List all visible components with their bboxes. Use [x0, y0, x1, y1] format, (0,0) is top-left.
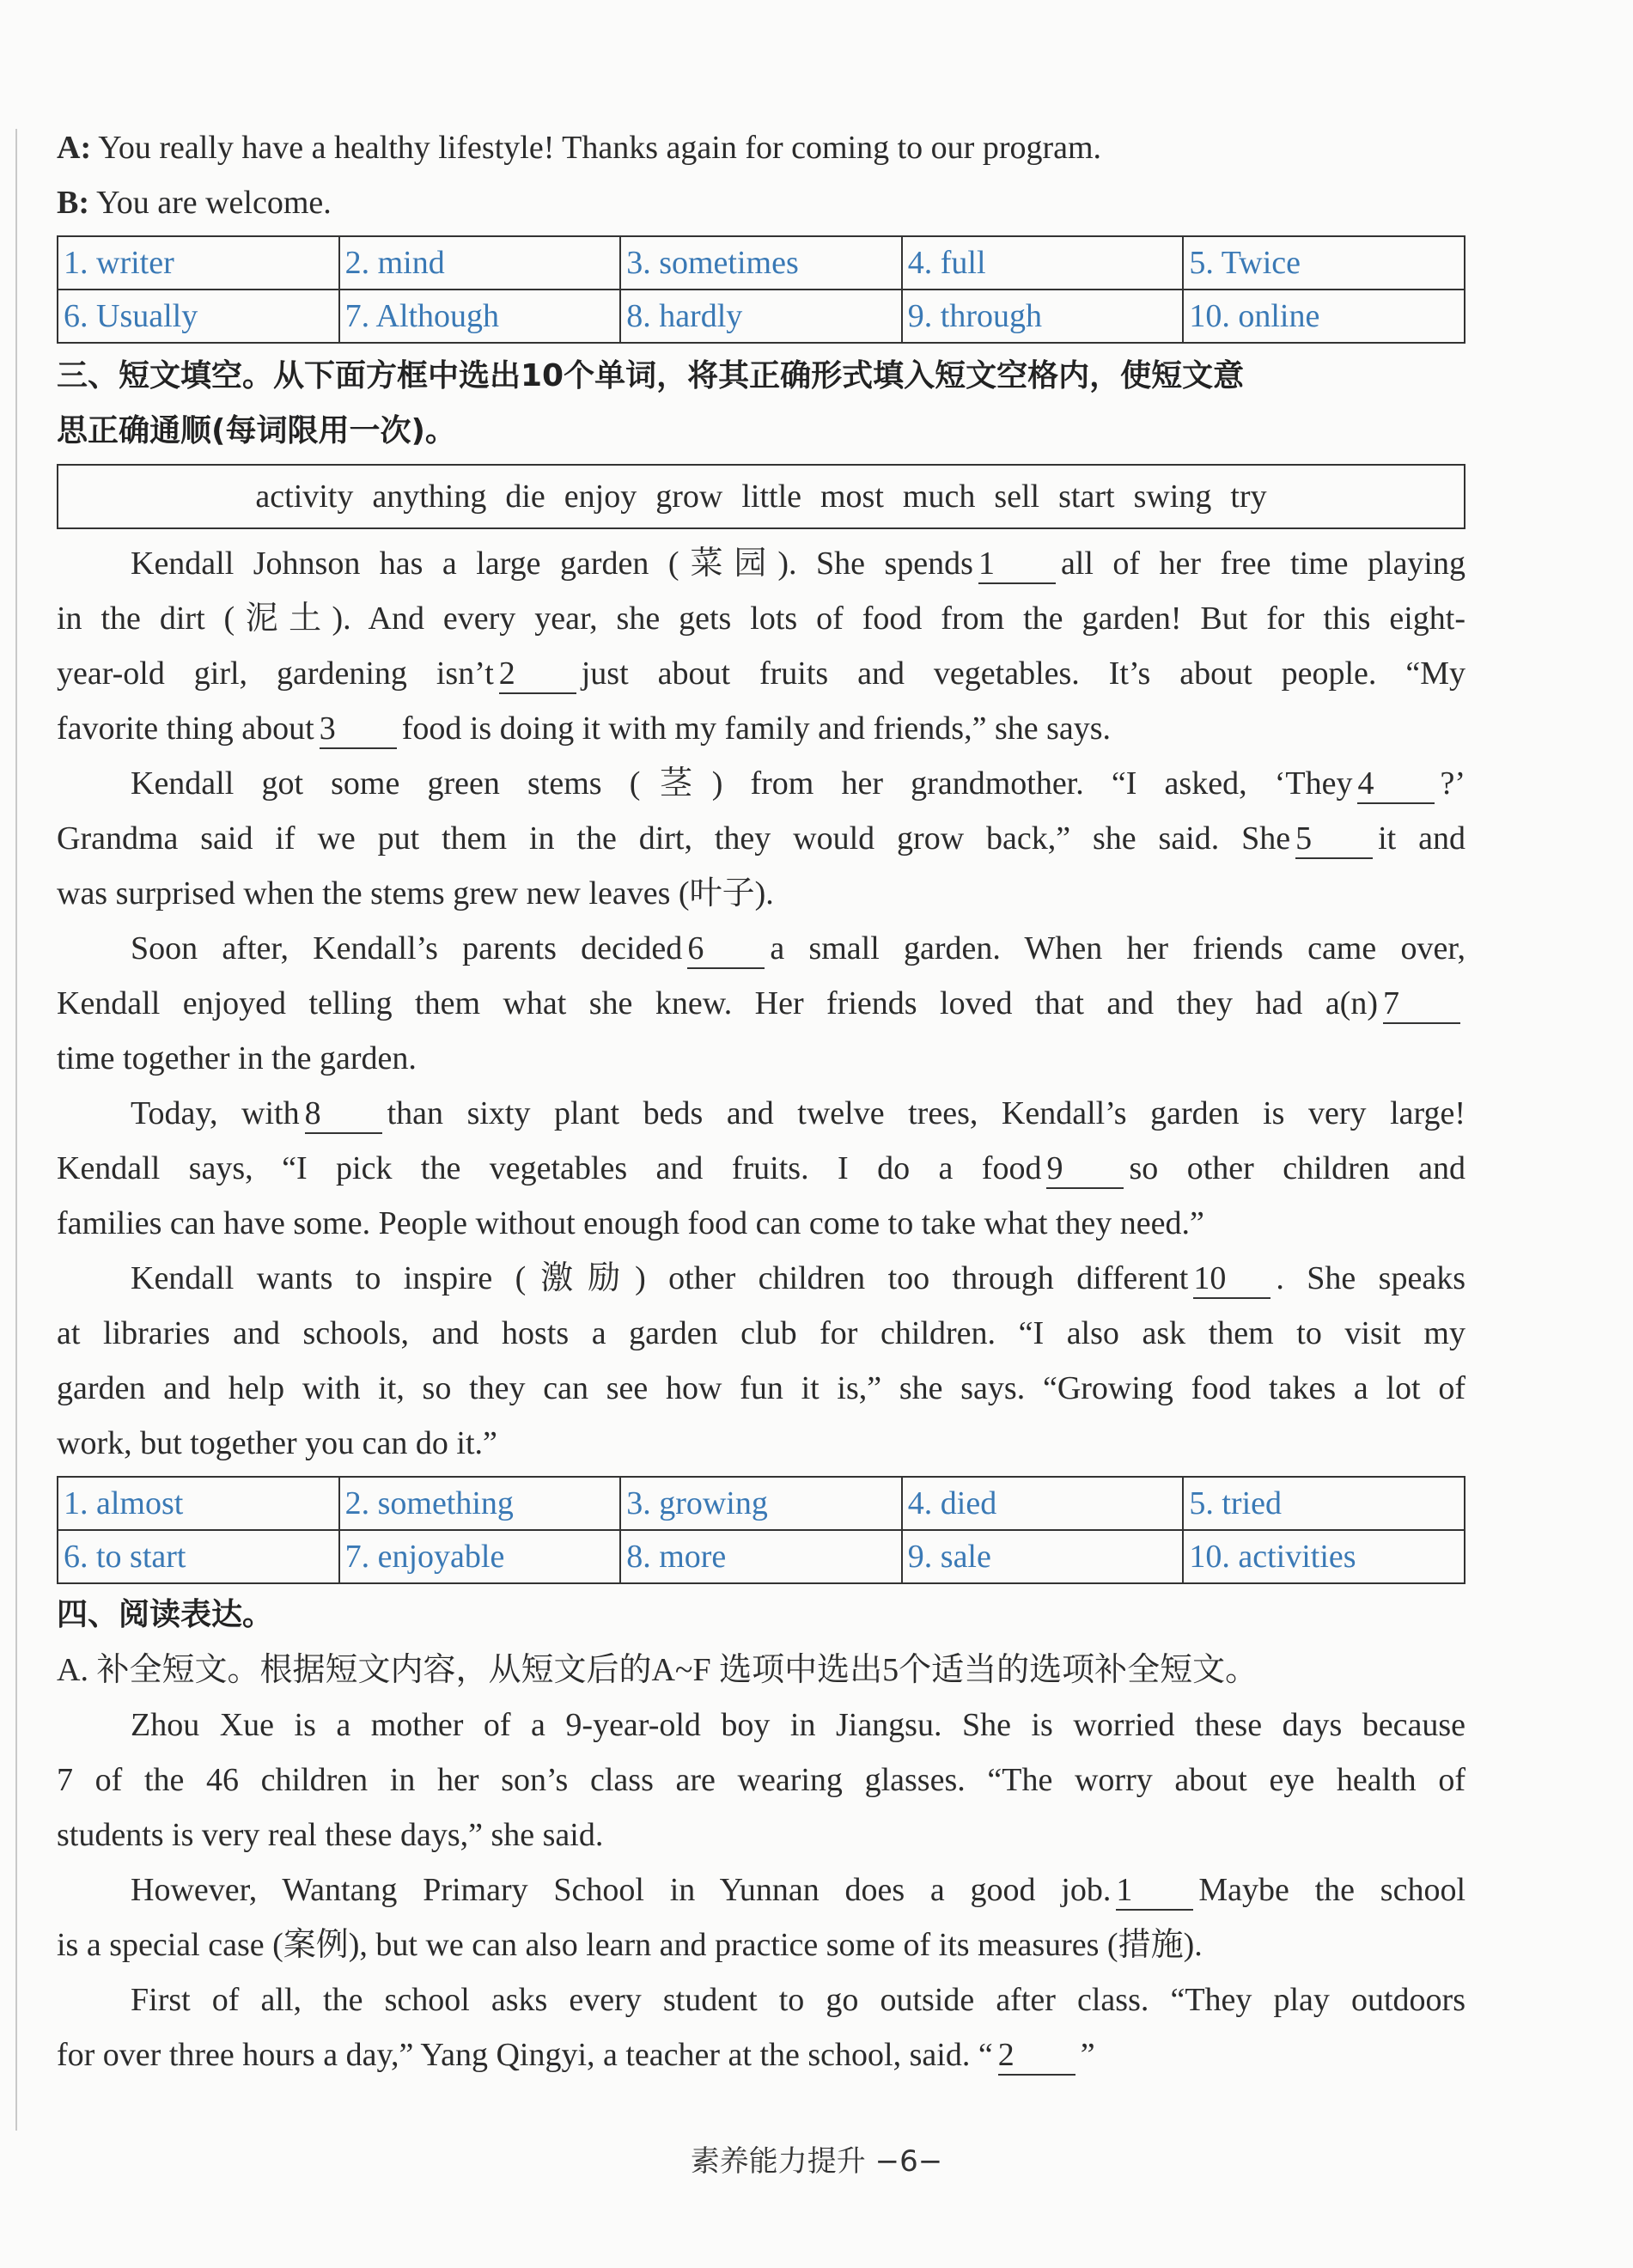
table-row — [58, 1530, 1465, 1583]
blank: 5 — [1295, 820, 1373, 859]
answer-cell: 1. writer — [58, 236, 339, 290]
blank: 8 — [305, 1094, 382, 1134]
passage-line: students is very real these days,” she said. — [57, 1817, 604, 1853]
answer-cell: 3. growing — [620, 1477, 902, 1530]
passage-line: work, but together you can do it.” — [57, 1425, 497, 1461]
word-bank-item: start — [1058, 479, 1115, 515]
cloze-passage — [57, 536, 1465, 1471]
passage-line: 7 of the 46 children in her son’s class are wearing glasses. “The worry about eye health of — [57, 1762, 1465, 1798]
passage-line: Kendall says, “I pick the vegetables and fruits. I do a food 9 so other children and — [57, 1141, 1465, 1196]
answer-cell: 9. through — [902, 290, 1184, 343]
answer-cell: 10. online — [1183, 290, 1465, 343]
answer-cell: 10. activities — [1183, 1530, 1465, 1583]
word-bank-item: most — [820, 479, 884, 515]
blank: 1 — [978, 545, 1056, 584]
blank: 6 — [687, 930, 765, 969]
page-footer: 素养能力提升 −6− — [690, 2144, 943, 2179]
passage-line: First of all, the school asks every student to go outside after class. “They play outdoors — [131, 1982, 1465, 2018]
blank: 7 — [1383, 985, 1460, 1024]
section3-title: 三、短文填空。从下面方框中选出10个单词，将其正确形式填入短文空格内，使短文意 思正确通顺(每词限用一次)。 — [57, 358, 1245, 448]
answer-cell: 6. Usually — [58, 290, 339, 343]
word-bank-item: sell — [994, 479, 1040, 515]
passage-line: garden and help with it, so they can see how fun it is,” she says. “Growing food takes a lot of — [57, 1370, 1465, 1406]
table-row — [58, 1477, 1465, 1530]
passage-line: Soon after, Kendall’s parents decided 6 a small garden. When her friends came over, — [57, 921, 1465, 976]
passage-line: in the dirt (泥土). And every year, she gets lots of food from the garden! But for this eight- — [57, 601, 1465, 637]
blank: 9 — [1046, 1149, 1124, 1189]
word-bank-item: die — [505, 479, 545, 515]
passage-line: Zhou Xue is a mother of a 9-year-old boy in Jiangsu. She is worried these days because — [131, 1707, 1465, 1743]
answer-cell: 8. more — [620, 1530, 902, 1583]
blank: 4 — [1357, 765, 1435, 804]
answer-cell: 5. Twice — [1183, 236, 1465, 290]
passage-line: Kendall enjoyed telling them what she knew. Her friends loved that and they had a(n) 7 — [57, 976, 1465, 1031]
passage-line: favorite thing about 3 food is doing it with my family and friends,” she says. — [57, 701, 1465, 756]
passage-line: Kendall wants to inspire (激励) other children too through different 10 . She speaks — [57, 1251, 1465, 1306]
passage-line: year-old girl, gardening isn’t 2 just about fruits and vegetables. It’s about people. “My — [57, 646, 1465, 701]
passage-line: is a special case (案例), but we can also learn and practice some of its measures (措施). — [57, 1927, 1203, 1963]
answer-cell: 4. died — [902, 1477, 1184, 1530]
blank: 3 — [320, 710, 397, 749]
word-bank-item: little — [741, 479, 801, 515]
document-page — [57, 120, 1465, 2082]
blank: 2 — [499, 655, 576, 694]
reading-passage — [57, 1698, 1465, 2082]
answer-table-bottom — [57, 1476, 1465, 1584]
answer-cell: 7. enjoyable — [339, 1530, 621, 1583]
passage-line: Kendall got some green stems (茎) from her grandmother. “I asked, ‘They 4 ?’ — [57, 756, 1465, 811]
section4-title: 四、阅读表达。 — [57, 1597, 274, 1632]
dialogue-line-b: B: You are welcome. — [57, 185, 332, 221]
table-row — [58, 290, 1465, 343]
passage-line: for over three hours a day,” Yang Qingyi, a teacher at the school, said. “ 2 ” — [57, 2027, 1465, 2082]
answer-cell: 8. hardly — [620, 290, 902, 343]
blank: 2 — [998, 2036, 1075, 2076]
answer-table-top — [57, 235, 1465, 344]
word-bank-item: try — [1230, 479, 1267, 515]
answer-cell: 4. full — [902, 236, 1184, 290]
word-bank-item: grow — [655, 479, 723, 515]
word-bank-item: much — [902, 479, 976, 515]
passage-line: was surprised when the stems grew new leaves (叶子). — [57, 875, 774, 911]
margin-line — [15, 129, 17, 2131]
answer-cell: 5. tried — [1183, 1477, 1465, 1530]
word-bank — [57, 464, 1465, 529]
table-row — [58, 236, 1465, 290]
passage-line: Today, with 8 than sixty plant beds and twelve trees, Kendall’s garden is very large! — [57, 1086, 1465, 1141]
answer-cell: 3. sometimes — [620, 236, 902, 290]
passage-line: families can have some. People without enough food can come to take what they need.” — [57, 1205, 1204, 1241]
word-bank-item: swing — [1133, 479, 1212, 515]
answer-cell: 7. Although — [339, 290, 621, 343]
answer-cell: 2. something — [339, 1477, 621, 1530]
dialogue-line-a: A: You really have a healthy lifestyle! Thanks again for coming to our program. — [57, 130, 1102, 166]
passage-line: Grandma said if we put them in the dirt, they would grow back,” she said. She 5 it and — [57, 811, 1465, 866]
answer-cell: 6. to start — [58, 1530, 339, 1583]
passage-line: at libraries and schools, and hosts a garden club for children. “I also ask them to visit my — [57, 1315, 1465, 1351]
passage-line: time together in the garden. — [57, 1040, 417, 1076]
passage-line: Kendall Johnson has a large garden (菜园). She spends 1 all of her free time playing — [57, 536, 1465, 591]
word-bank-item: anything — [372, 479, 487, 515]
word-bank-item: activity — [255, 479, 354, 515]
answer-cell: 2. mind — [339, 236, 621, 290]
blank: 1 — [1116, 1871, 1193, 1911]
blank: 10 — [1193, 1259, 1270, 1299]
passage-line: However, Wantang Primary School in Yunnan does a good job. 1 Maybe the school — [57, 1863, 1465, 1917]
word-bank-item: enjoy — [564, 479, 637, 515]
section4-subtitle: A. 补全短文。根据短文内容，从短文后的A~F 选项中选出5个适当的选项补全短文。 — [57, 1652, 1258, 1688]
answer-cell: 9. sale — [902, 1530, 1184, 1583]
answer-cell: 1. almost — [58, 1477, 339, 1530]
